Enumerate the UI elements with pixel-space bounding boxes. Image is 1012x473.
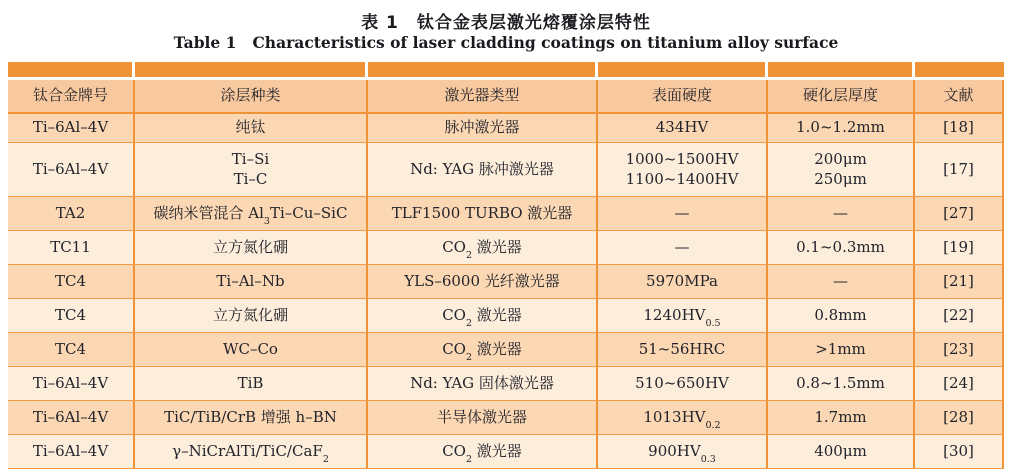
cell-line: [23] (943, 339, 974, 358)
cell-line: 立方氮化硼 (212, 305, 288, 324)
cell-line: 纯钛 (235, 118, 266, 137)
cell-line: — (833, 203, 848, 222)
data-table (8, 62, 1004, 469)
cell-line: 400μm (814, 441, 867, 460)
cell-line: Ti–Al–Nb (216, 271, 285, 290)
table-cell (135, 435, 368, 468)
cell-line: $1013HV_{0.2}$ (643, 407, 721, 431)
subscript-text: 0.5 (705, 317, 721, 329)
table-cell (768, 299, 915, 332)
cell-line: [30] (943, 441, 974, 460)
table-cell (915, 299, 1004, 332)
table-title-en-text: Characteristics of laser cladding coatings on titanium alloy surface (252, 33, 839, 52)
column-header-3: 表面硬度 (598, 80, 768, 112)
table-cell (8, 367, 135, 400)
table-cell (135, 231, 368, 264)
table-cell (598, 299, 768, 332)
table-title-en (0, 33, 1012, 52)
table-top-bar-segment (135, 62, 365, 77)
cell-line: [22] (943, 305, 974, 324)
table-cell (598, 435, 768, 468)
cell-line: $CO_2$ 激光器 (442, 237, 522, 261)
cell-line: [28] (943, 407, 974, 426)
cell-line: >1mm (815, 339, 866, 358)
column-header-0: 钛合金牌号 (8, 80, 135, 112)
subscript-text: 2 (465, 453, 473, 465)
table-cell (368, 197, 598, 230)
cell-line: [19] (943, 237, 974, 256)
cell-line: 1100~1400HV (625, 169, 739, 188)
table-row-8 (8, 367, 1004, 401)
subscript-text: 2 (465, 249, 473, 261)
table-cell (8, 333, 135, 366)
cell-line: TiB (237, 373, 264, 392)
cell-line: [24] (943, 373, 974, 392)
table-cell (598, 401, 768, 434)
table-cell (368, 231, 598, 264)
column-header-2: 激光器类型 (368, 80, 598, 112)
table-cell (135, 114, 368, 142)
table-cell (8, 299, 135, 332)
cell-line: TC11 (50, 237, 91, 256)
table-cell (768, 197, 915, 230)
table-row-3 (8, 197, 1004, 231)
cell-line: TC4 (54, 305, 87, 324)
table-cell (8, 114, 135, 142)
table-row-2 (8, 143, 1004, 197)
table-cell (915, 367, 1004, 400)
cell-line: 200μm (814, 150, 867, 168)
cell-line: TLF1500 TURBO 激光器 (391, 203, 573, 222)
cell-line: Nd: YAG 脉冲激光器 (410, 159, 554, 178)
table-row-1 (8, 114, 1004, 143)
table-cell (768, 114, 915, 142)
table-cell (135, 299, 368, 332)
table-cell (915, 401, 1004, 434)
cell-line: [17] (943, 159, 974, 178)
cell-line: 51~56HRC (638, 339, 726, 358)
subscript-text: 2 (465, 317, 473, 329)
table-title-zh-label: 表 1 (361, 13, 399, 33)
table-cell (598, 114, 768, 142)
table-cell (8, 143, 135, 196)
cell-line: [18] (943, 118, 974, 137)
table-top-bar-segment (8, 62, 132, 77)
table-cell (915, 265, 1004, 298)
table-cell (915, 333, 1004, 366)
cell-line: 立方氮化硼 (212, 237, 288, 256)
cell-line: $CO_2$ 激光器 (442, 305, 522, 329)
table-cell (8, 401, 135, 434)
table-cell (915, 435, 1004, 468)
table-cell (598, 143, 768, 196)
table-title-en-label: Table 1 (173, 33, 237, 52)
table-cell (368, 367, 598, 400)
table-cell (768, 231, 915, 264)
table-cell (8, 265, 135, 298)
table-header-row (8, 80, 1004, 114)
cell-line: Ti–6Al–4V (32, 441, 109, 460)
table-top-bar (8, 62, 1004, 77)
table-cell (598, 265, 768, 298)
table-cell (368, 333, 598, 366)
table-cell (915, 114, 1004, 142)
table-cell (368, 114, 598, 142)
cell-line: 5970MPa (646, 271, 718, 290)
subscript-text: 2 (465, 351, 473, 363)
table-cell (768, 435, 915, 468)
table-row-4 (8, 231, 1004, 265)
table-cell (768, 333, 915, 366)
cell-line: 0.1~0.3mm (796, 237, 885, 256)
table-cell (8, 231, 135, 264)
table-body (8, 114, 1004, 469)
cell-line: [27] (943, 203, 974, 222)
table-cell (598, 367, 768, 400)
cell-line: 脉冲激光器 (444, 118, 520, 137)
cell-line: Ti–6Al–4V (32, 118, 109, 137)
table-cell (368, 143, 598, 196)
table-row-10 (8, 435, 1004, 469)
cell-line: 250μm (814, 169, 867, 188)
table-cell (768, 367, 915, 400)
cell-line: [21] (943, 271, 974, 290)
table-cell (368, 265, 598, 298)
cell-line: Ti–6Al–4V (32, 373, 109, 392)
cell-line: TiC/TiB/CrB 增强 h–BN (164, 407, 337, 426)
table-cell (768, 265, 915, 298)
table-cell (598, 333, 768, 366)
table-cell (135, 367, 368, 400)
cell-line: 1.7mm (814, 407, 867, 426)
subscript-text: 3 (263, 215, 270, 227)
table-cell (135, 197, 368, 230)
table-row-5 (8, 265, 1004, 299)
table-cell (135, 265, 368, 298)
cell-line: 碳纳米管混合 $Al_3Ti-Cu$–SiC (153, 203, 348, 227)
subscript-text: 2 (322, 453, 329, 465)
cell-line: 半导体激光器 (436, 407, 527, 426)
cell-line: 1.0~1.2mm (796, 118, 885, 137)
cell-line: 434HV (655, 118, 709, 137)
cell-line: TC4 (54, 339, 87, 358)
table-cell (8, 435, 135, 468)
cell-line: — (674, 203, 690, 222)
table-cell (368, 401, 598, 434)
cell-line: Ti–C (233, 169, 268, 188)
table-cell (8, 197, 135, 230)
table-cell (135, 143, 368, 196)
column-header-1: 涂层种类 (135, 80, 368, 112)
table-row-9 (8, 401, 1004, 435)
cell-line: γ–NiCrAlTi/TiC/CaF$_2$ (172, 441, 329, 465)
subscript-text: 0.3 (700, 453, 716, 465)
cell-line: Nd: YAG 固体激光器 (410, 373, 554, 392)
table-cell (768, 143, 915, 196)
cell-line: YLS–6000 光纤激光器 (404, 271, 560, 290)
cell-line: 0.8~1.5mm (796, 373, 885, 392)
table-cell (768, 401, 915, 434)
cell-line: Ti–6Al–4V (32, 407, 109, 426)
cell-line: 1000~1500HV (625, 150, 739, 168)
table-cell (135, 401, 368, 434)
table-cell (368, 299, 598, 332)
cell-line: TC4 (54, 271, 87, 290)
table-top-bar-segment (598, 62, 765, 77)
table-top-bar-segment (768, 62, 912, 77)
cell-line: $CO_2$ 激光器 (442, 441, 522, 465)
subscript-text: 0.2 (705, 419, 721, 431)
table-cell (915, 143, 1004, 196)
table-title-zh (0, 8, 1012, 33)
table-top-bar-segment (915, 62, 1004, 77)
table-cell (915, 197, 1004, 230)
cell-line: $1240HV_{0.5}$ (643, 305, 721, 329)
table-title-zh-text: 钛合金表层激光熔覆涂层特性 (416, 13, 651, 33)
table-cell (368, 435, 598, 468)
cell-line: WC–Co (223, 339, 278, 358)
table-cell (598, 197, 768, 230)
cell-line: 510~650HV (635, 373, 729, 392)
cell-line: TA2 (55, 203, 86, 222)
table-row-6 (8, 299, 1004, 333)
cell-line: Ti–6Al–4V (32, 159, 109, 178)
cell-line: $900HV_{0.3}$ (648, 441, 716, 465)
cell-line: Ti–Si (231, 150, 270, 168)
cell-line: 0.8mm (814, 305, 867, 324)
table-cell (598, 231, 768, 264)
column-header-5: 文献 (915, 80, 1004, 112)
table-cell (135, 333, 368, 366)
cell-line: $CO_2$ 激光器 (442, 339, 522, 363)
cell-line: — (833, 271, 848, 290)
table-row-7 (8, 333, 1004, 367)
cell-line: — (674, 237, 690, 256)
table-cell (915, 231, 1004, 264)
column-header-4: 硬化层厚度 (768, 80, 915, 112)
table-top-bar-segment (368, 62, 595, 77)
